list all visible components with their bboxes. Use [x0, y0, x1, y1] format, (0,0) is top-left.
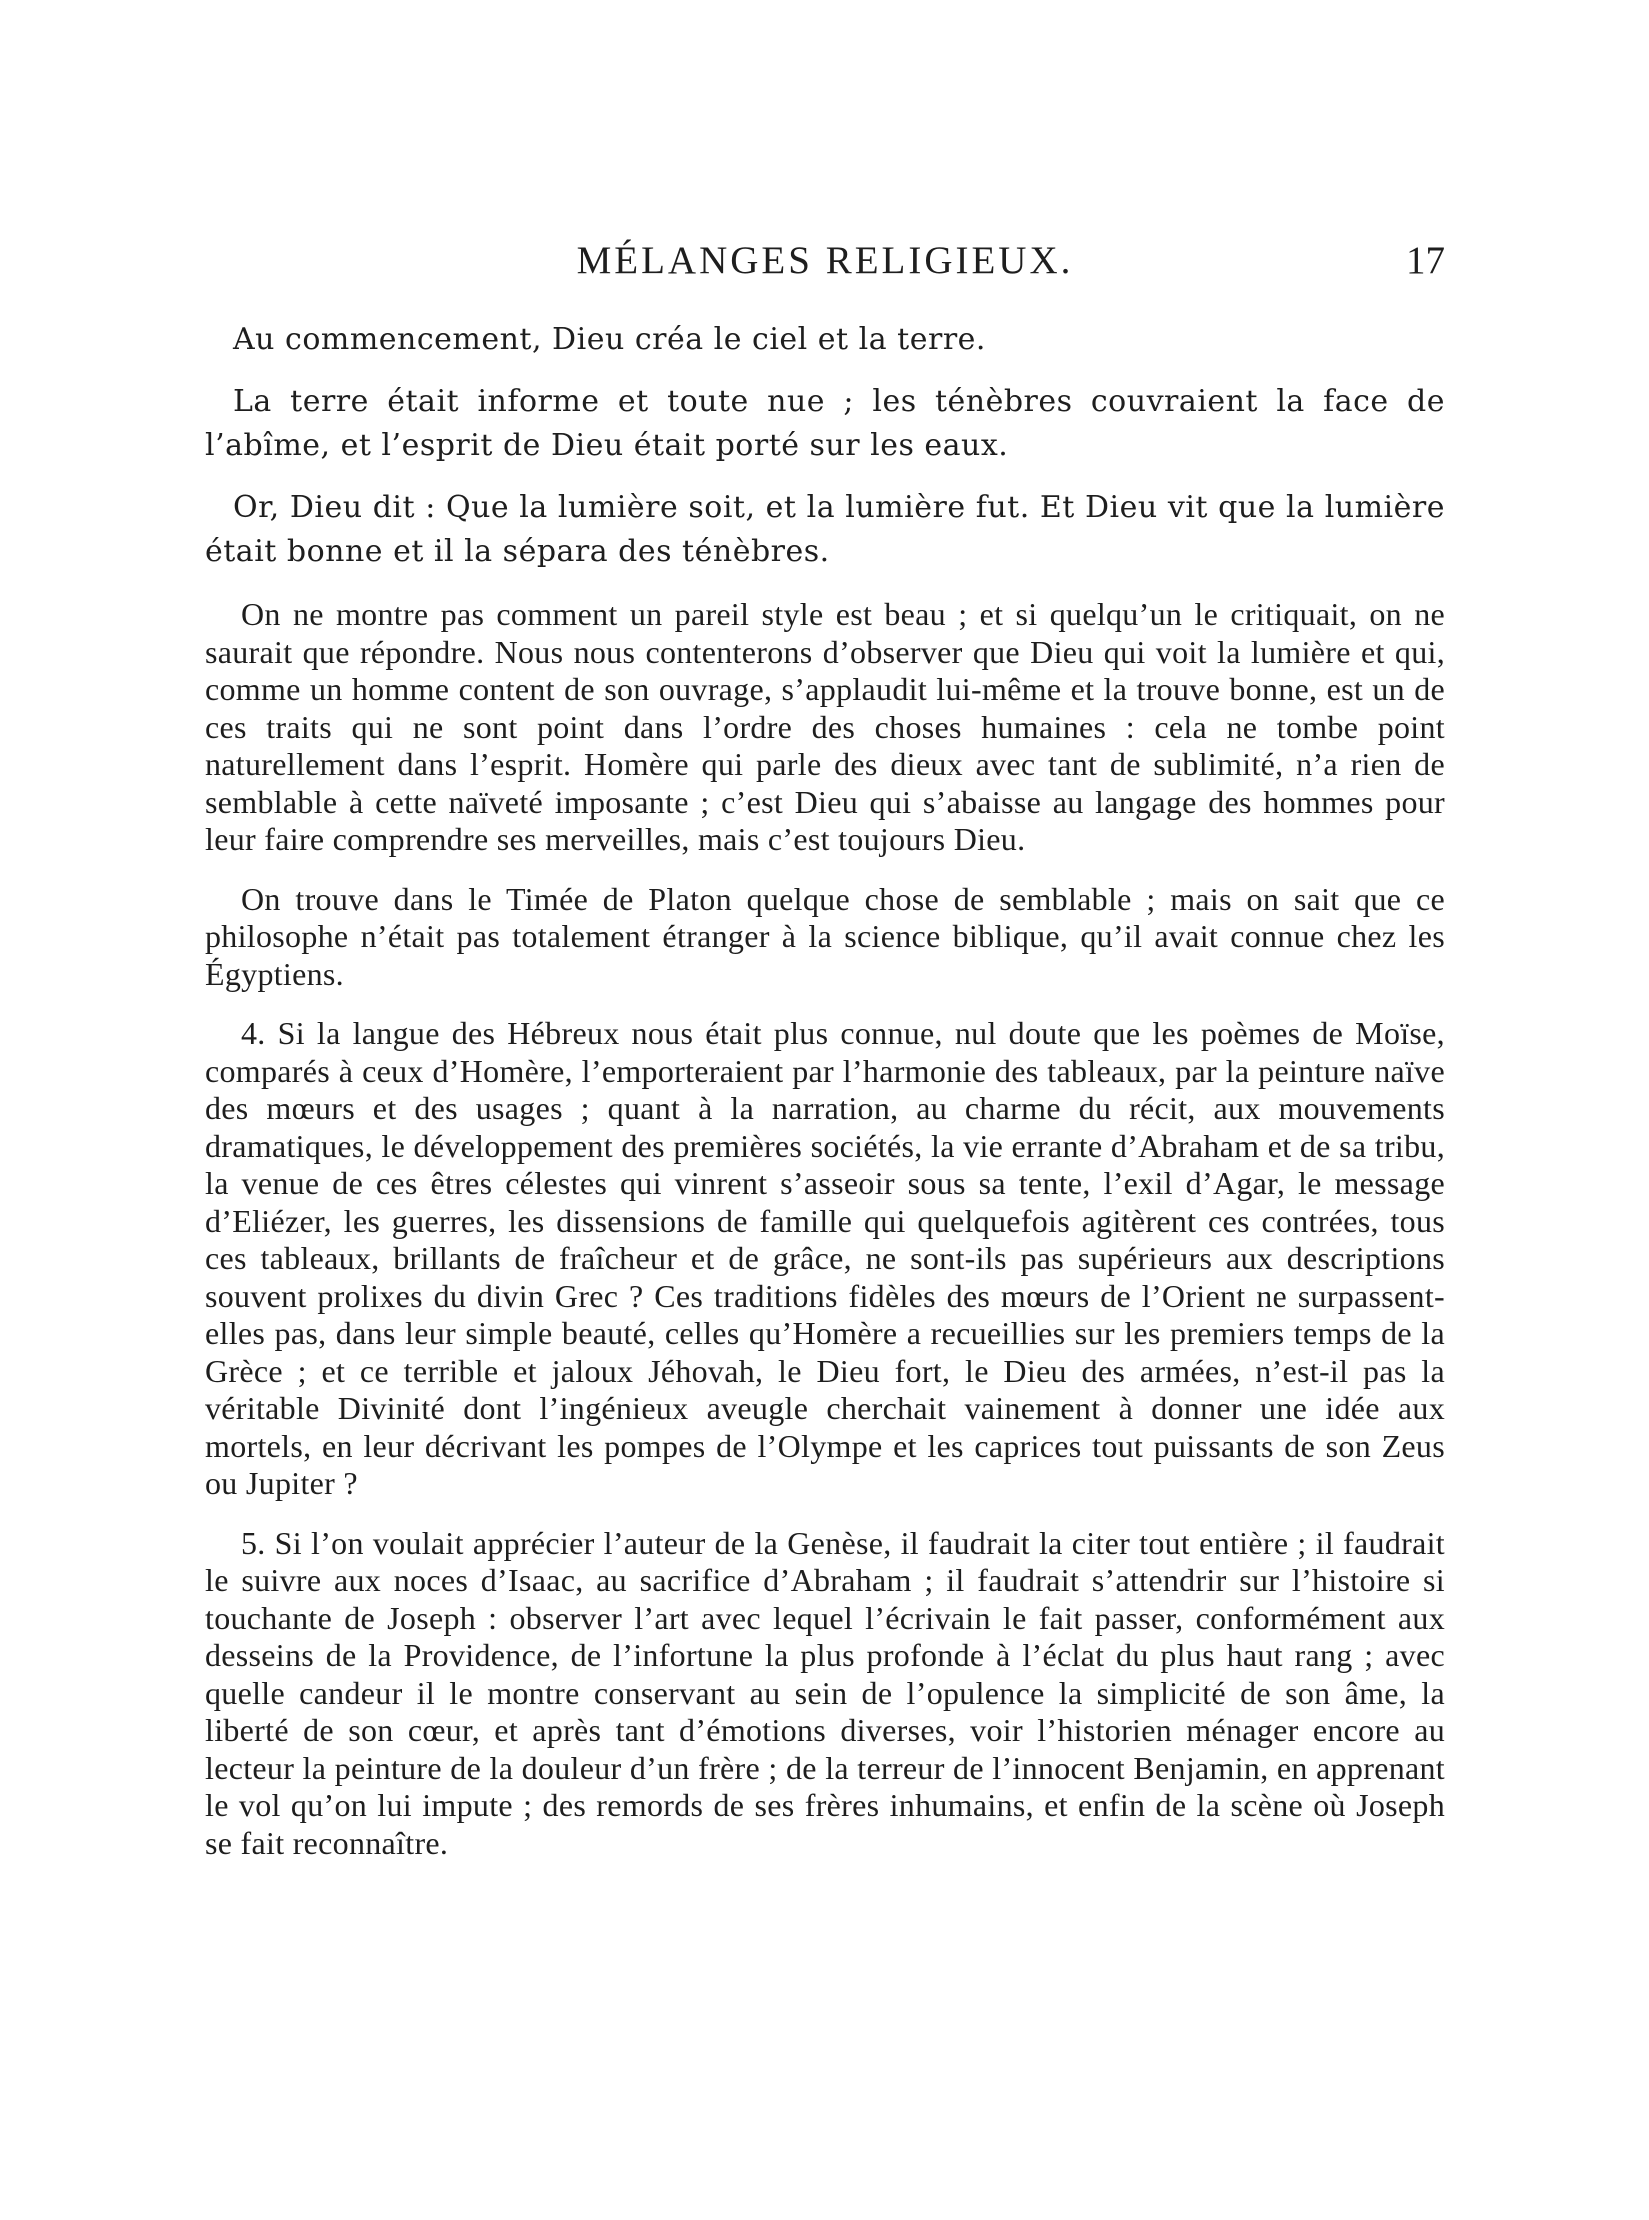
- verse-paragraph: La terre était informe et toute nue ; les ténèbres couvraient la face de l’abîme, et l’esprit de Dieu était porté sur les eaux.: [205, 384, 1445, 463]
- commentary: [205, 596, 1445, 1862]
- page-number: 17: [1406, 239, 1445, 282]
- body-paragraph: On trouve dans le Timée de Platon quelque chose de semblable ; mais on sait que ce philosophe n’était pas totalement étranger à la science biblique, qu’il avait connue chez les Égyptiens.: [205, 880, 1445, 992]
- verse-paragraph: Or, Dieu dit : Que la lumière soit, et la lumière fut. Et Dieu vit que la lumière était bonne et il la sépara des ténèbres.: [205, 490, 1445, 569]
- verse-paragraph: Au commencement, Dieu créa le ciel et la terre.: [233, 322, 986, 357]
- body-paragraph: 4. Si la langue des Hébreux nous était plus connue, nul doute que les poèmes de Moïse, comparés à ceux d’Homère, l’emporteraient par l’harmonie des tableaux, par la peinture naïve des mœurs et des usages ; quant à la narration, au charme du récit, aux mouvements dramatiques, le développement des premières sociétés, la vie errante d’Abraham et de sa tribu, la venue de ces êtres célestes qui vinrent s’asseoir sous sa tente, l’exil d’Agar, le message d’Eliézer, les guerres, les dissensions de famille qui quelquefois agitèrent ces contrées, tous ces tableaux, brillants de fraîcheur et de grâce, ne sont-ils pas supérieurs aux descriptions souvent prolixes du divin Grec ? Ces traditions fidèles des mœurs de l’Orient ne surpassent-elles pas, dans leur simple beauté, celles qu’Homère a recueillies sur les premiers temps de la Grèce ; et ce terrible et jaloux Jéhovah, le Dieu fort, le Dieu des armées, n’est-il pas la véritable Divinité dont l’ingénieux aveugle cherchait vainement à donner une idée aux mortels, en leur décrivant les pompes de l’Olympe et les caprices tout puissants de son Zeus ou Jupiter ?: [205, 1015, 1445, 1501]
- running-title: MÉLANGES RELIGIEUX.: [576, 239, 1074, 282]
- body-paragraph: On ne montre pas comment un pareil style est beau ; et si quelqu’un le critiquait, on ne saurait que répondre. Nous nous contenterons d’observer que Dieu qui voit la lumière et qui, comme un homme content de son ouvrage, s’applaudit lui-même et la trouve bonne, est un de ces traits qui ne sont point dans l’ordre des choses humaines : cela ne tombe point naturellement dans l’esprit. Homère qui parle des dieux avec tant de sublimité, n’a rien de semblable à cette naïveté imposante ; c’est Dieu qui s’abaisse au langage des hommes pour leur faire comprendre ses merveilles, mais c’est toujours Dieu.: [205, 596, 1445, 857]
- body-paragraph: 5. Si l’on voulait apprécier l’auteur de la Genèse, il faudrait la citer tout entière ; il faudrait le suivre aux noces d’Isaac, au sacrifice d’Abraham ; il faudrait s’attendrir sur l’histoire si touchante de Joseph : observer l’art avec lequel l’écrivain le fait passer, conformément aux desseins de la Providence, de l’infortune la plus profonde à l’éclat du plus haut rang ; avec quelle candeur il le montre conservant au sein de l’opulence la simplicité de son âme, la liberté de son cœur, et après tant d’émotions diverses, voir l’historien ménager encore au lecteur la peinture de la douleur d’un frère ; de la terreur de l’innocent Benjamin, en apprenant le vol qu’on lui impute ; des remords de ses frères inhumains, et enfin de la scène où Joseph se fait reconnaître.: [205, 1524, 1445, 1861]
- text-block: [205, 318, 1445, 1884]
- running-head: [205, 238, 1445, 298]
- scripture-quotation: [205, 318, 1445, 574]
